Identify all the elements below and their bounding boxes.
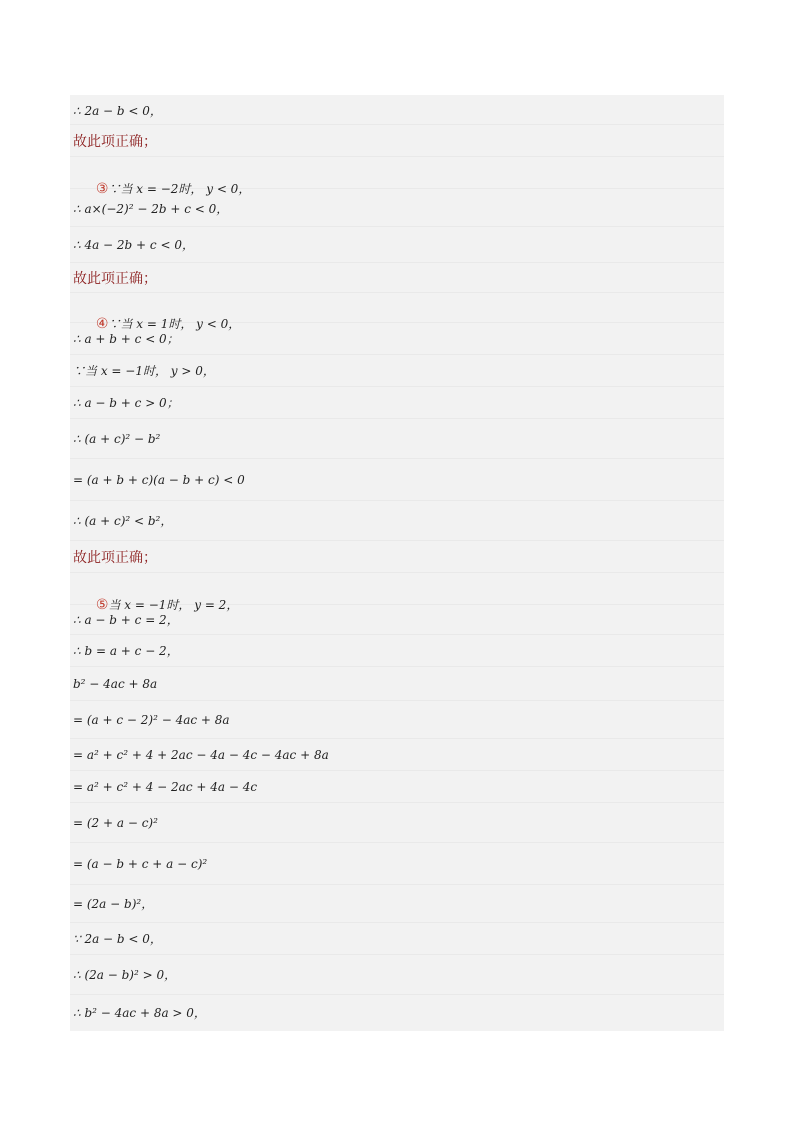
math-step: b² − 4ac + 8a: [73, 677, 158, 691]
conclusion-text: 故此项正确；: [73, 134, 157, 150]
math-step: = (a + b + c)(a − b + c) < 0: [73, 473, 245, 487]
solution-line: [70, 125, 724, 157]
solution-line: [70, 419, 724, 459]
math-step: ∴ b = a + c − 2，: [73, 644, 179, 658]
math-step: ∴ a − b + c = 2，: [73, 613, 179, 627]
solution-line: [70, 803, 724, 843]
math-step: = (a − b + c + a − c)²: [73, 857, 208, 871]
solution-line: [70, 995, 724, 1031]
math-step: ∴ (2a − b)² > 0，: [73, 968, 177, 982]
solution-line: [70, 605, 724, 635]
math-step: ∵当 x = 1时， y < 0，: [108, 317, 241, 331]
math-step: ∴ a − b + c > 0；: [73, 396, 179, 410]
conclusion-text: 故此项正确；: [73, 271, 157, 287]
math-step: = (2 + a − c)²: [73, 816, 158, 830]
item-number-circle: ④: [95, 316, 109, 332]
math-step: ∴ a×(−2)² − 2b + c < 0，: [73, 202, 229, 216]
math-step: ∵当 x = −1时， y > 0，: [73, 364, 215, 378]
solution-line: [70, 573, 724, 613]
math-step: ∴ b² − 4ac + 8a > 0，: [73, 1006, 206, 1020]
math-step: ∴ (a + c)² < b²，: [73, 514, 173, 528]
solution-line: [70, 541, 724, 573]
solution-line: [70, 635, 724, 667]
solution-line: [70, 701, 724, 739]
solution-line: [70, 227, 724, 263]
solution-line: [70, 667, 724, 701]
math-step: ∴ 2a − b < 0，: [73, 104, 162, 118]
math-step: = (2a − b)²，: [73, 897, 154, 911]
solution-line: [70, 843, 724, 885]
solution-line: [70, 739, 724, 771]
solution-line: [70, 355, 724, 387]
math-step: 当 x = −1时， y = 2，: [108, 598, 239, 612]
item-number-circle: ⑤: [95, 597, 109, 613]
solution-line: [70, 885, 724, 923]
math-step: ∵ 2a − b < 0，: [73, 932, 162, 946]
math-step: ∴ a + b + c < 0；: [73, 332, 179, 346]
solution-line: [70, 501, 724, 541]
math-step: ∴ 4a − 2b + c < 0，: [73, 238, 194, 252]
solution-line: [70, 387, 724, 419]
math-step: = a² + c² + 4 − 2ac + 4a − 4c: [73, 780, 258, 794]
conclusion-text: 故此项正确；: [73, 550, 157, 566]
math-step: = a² + c² + 4 + 2ac − 4a − 4c − 4ac + 8a: [73, 748, 329, 762]
solution-panel: [70, 95, 724, 1031]
solution-line: [70, 323, 724, 355]
solution-line: [70, 771, 724, 803]
item-number-circle: ③: [95, 181, 109, 197]
solution-line: [70, 157, 724, 197]
solution-line: [70, 293, 724, 332]
solution-line: [70, 189, 724, 227]
solution-line: [70, 955, 724, 995]
solution-line: [70, 263, 724, 293]
solution-line: [70, 923, 724, 955]
math-step: = (a + c − 2)² − 4ac + 8a: [73, 713, 230, 727]
solution-line: [70, 459, 724, 501]
solution-line: [70, 95, 724, 125]
math-step: ∴ (a + c)² − b²: [73, 432, 161, 446]
math-step: ∵当 x = −2时， y < 0，: [108, 182, 251, 196]
